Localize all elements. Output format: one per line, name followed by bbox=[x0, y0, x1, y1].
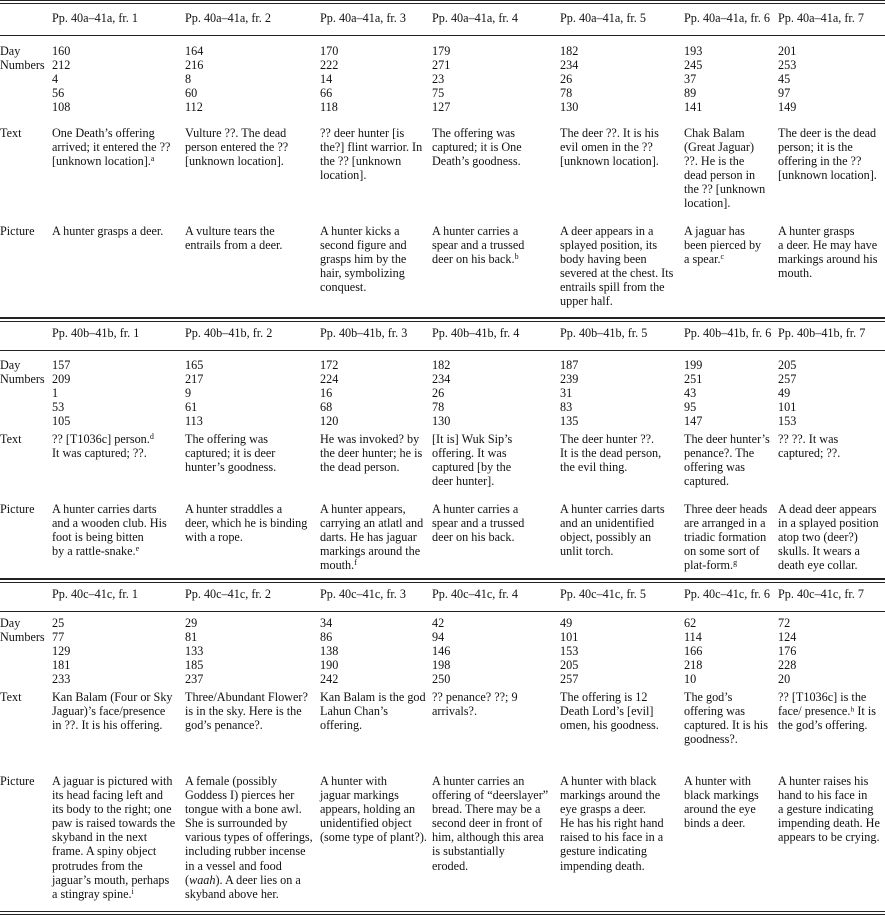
cell-line: offering. bbox=[320, 718, 363, 733]
cell-line: impending death. He bbox=[778, 816, 880, 831]
cell-line: atop two (deer?) bbox=[778, 530, 858, 545]
cell-line: upper half. bbox=[560, 294, 613, 309]
column-header: Pp. 40c–41c, fr. 5 bbox=[560, 587, 646, 601]
day-numbers-cell: 29 81 133 185 237 bbox=[185, 616, 204, 687]
cell-line: carrying an atlatl and bbox=[320, 516, 424, 531]
cell-line: paw is raised towards the bbox=[52, 816, 176, 831]
top-rule-1 bbox=[0, 0, 885, 1]
text-cell bbox=[684, 126, 765, 211]
cell-line: markings around the bbox=[320, 544, 421, 559]
cell-line: second deer in front of bbox=[432, 816, 543, 831]
cell-line: offering was bbox=[684, 460, 746, 475]
footnote-marker: g bbox=[733, 558, 738, 568]
cell-line: Three deer heads bbox=[684, 502, 768, 516]
cell-line: The deer hunter ??. bbox=[560, 432, 655, 446]
text-cell bbox=[320, 126, 422, 182]
text-cell bbox=[185, 432, 276, 474]
cell-line: omen, his goodness. bbox=[560, 718, 659, 733]
text-cell bbox=[185, 126, 288, 168]
cell-line: offering of “deerslayer” bbox=[432, 788, 549, 803]
day-numbers-cell: 205 257 49 101 153 bbox=[778, 358, 797, 429]
row-label-day-numbers: Day Numbers bbox=[0, 44, 45, 72]
cell-line: entrails from a deer. bbox=[185, 238, 283, 253]
cell-line: its head facing left and bbox=[52, 788, 163, 803]
cell-line: ?? [T1036c] person. bbox=[52, 432, 150, 446]
text-cell bbox=[778, 432, 840, 460]
cell-line: A hunter with bbox=[320, 774, 388, 788]
cell-line: ?? deer hunter [is bbox=[320, 126, 405, 140]
picture-cell bbox=[320, 224, 407, 294]
top-rule-2 bbox=[0, 3, 885, 4]
cell-line: evil omen in the ?? bbox=[560, 140, 653, 155]
row-label-picture: Picture bbox=[0, 502, 35, 516]
cell-line: been pierced by bbox=[684, 238, 762, 253]
cell-line: deer on his back. bbox=[432, 252, 515, 267]
cell-line: A jaguar is pictured with bbox=[52, 774, 173, 788]
section-end-rule bbox=[0, 318, 885, 319]
row-label-text: Text bbox=[0, 690, 22, 704]
day-numbers-cell: 187 239 31 83 135 bbox=[560, 358, 579, 429]
day-numbers-cell: 172 224 16 68 120 bbox=[320, 358, 339, 429]
cell-line: [unknown location]. bbox=[778, 168, 877, 183]
text-cell bbox=[560, 126, 659, 168]
day-numbers-cell: 170 222 14 66 118 bbox=[320, 44, 339, 115]
cell-line: [unknown location]. bbox=[52, 154, 151, 169]
header-rule bbox=[0, 611, 885, 612]
text-cell bbox=[320, 432, 422, 474]
header-rule bbox=[0, 350, 885, 351]
row-label-day-numbers: Day Numbers bbox=[0, 616, 45, 644]
text-cell bbox=[432, 432, 512, 488]
cell-line: The deer hunter’s bbox=[684, 432, 770, 446]
cell-line: skulls. It wears a bbox=[778, 544, 860, 559]
cell-line: Kan Balam is the god bbox=[320, 690, 426, 704]
cell-line: eye grasps a deer. bbox=[560, 802, 646, 817]
picture-cell bbox=[560, 502, 665, 558]
bottom-rule-2 bbox=[0, 914, 885, 915]
cell-line: The offering was bbox=[432, 126, 516, 140]
cell-line: Goddess I) pierces her bbox=[185, 788, 295, 803]
picture-cell bbox=[320, 502, 423, 572]
cell-line: Jaguar)’s face/presence bbox=[52, 704, 166, 719]
cell-line: skyband in the next bbox=[52, 830, 148, 845]
cell-line: are arranged in a bbox=[684, 516, 766, 531]
picture-cell bbox=[684, 774, 759, 830]
cell-line: plat-form. bbox=[684, 558, 734, 573]
section-end-rule bbox=[0, 911, 885, 912]
day-numbers-cell: 182 234 26 78 130 bbox=[560, 44, 579, 115]
cell-line: him, although this area bbox=[432, 830, 544, 845]
picture-cell bbox=[560, 774, 664, 873]
cell-line: A hunter with bbox=[684, 774, 752, 788]
cell-line: is in the sky. Here is the bbox=[185, 704, 302, 719]
picture-cell bbox=[52, 224, 163, 238]
cell-line: on some sort of bbox=[684, 544, 760, 559]
cell-line: A hunter carries a bbox=[432, 224, 519, 238]
cell-line: A female (possibly bbox=[185, 774, 278, 788]
cell-line: captured. It is his bbox=[684, 718, 768, 733]
cell-line: spear and a trussed bbox=[432, 238, 525, 253]
cell-line: bread. There may be a bbox=[432, 802, 541, 817]
day-numbers-cell: 49 101 153 205 257 bbox=[560, 616, 579, 687]
cell-line: offering. It was bbox=[432, 446, 507, 461]
footnote-marker: d bbox=[149, 432, 154, 441]
picture-cell bbox=[684, 502, 767, 572]
text-cell bbox=[684, 432, 770, 488]
picture-cell bbox=[185, 774, 313, 901]
row-label-text: Text bbox=[0, 126, 22, 140]
cell-line: A hunter carries an bbox=[432, 774, 525, 788]
cell-line: [It is] Wuk Sip’s bbox=[432, 432, 513, 446]
column-header: Pp. 40a–41a, fr. 6 bbox=[684, 11, 770, 25]
day-numbers-cell: 42 94 146 198 250 bbox=[432, 616, 451, 687]
cell-line: a spear. bbox=[684, 252, 721, 267]
cell-line: raised to his face in a bbox=[560, 830, 664, 845]
cell-line: goodness?. bbox=[684, 732, 738, 747]
cell-line: the ?? [unknown bbox=[320, 154, 402, 169]
cell-line: captured [by the bbox=[432, 460, 512, 475]
text-cell bbox=[778, 126, 877, 182]
cell-line: (Great Jaguar) bbox=[684, 140, 755, 155]
cell-line: captured; it is deer bbox=[185, 446, 276, 461]
column-header: Pp. 40a–41a, fr. 1 bbox=[52, 11, 138, 25]
cell-line: unlit torch. bbox=[560, 544, 614, 559]
row-label-day-numbers: Day Numbers bbox=[0, 358, 45, 386]
cell-line: A hunter raises his bbox=[778, 774, 869, 788]
text-cell bbox=[560, 690, 659, 732]
text-cell bbox=[52, 432, 154, 460]
cell-line: A jaguar has bbox=[684, 224, 745, 238]
column-header: Pp. 40a–41a, fr. 5 bbox=[560, 11, 646, 25]
cell-line: in ??. It is his offering. bbox=[52, 718, 163, 733]
picture-cell bbox=[684, 224, 761, 266]
text-cell bbox=[432, 690, 518, 718]
cell-line: death eye collar. bbox=[778, 558, 858, 573]
cell-line: by a rattle-snake. bbox=[52, 544, 136, 559]
cell-line: and an unidentified bbox=[560, 516, 655, 531]
cell-line: ?? penance? ??; 9 bbox=[432, 690, 518, 704]
cell-line: the ?? [unknown bbox=[684, 182, 766, 197]
cell-line: the deer hunter; he is bbox=[320, 446, 423, 461]
cell-line: foot is being bitten bbox=[52, 530, 144, 545]
text-cell bbox=[185, 690, 308, 732]
column-header: Pp. 40b–41b, fr. 2 bbox=[185, 326, 273, 340]
cell-line: deer on his back. bbox=[432, 530, 515, 545]
column-header: Pp. 40a–41a, fr. 4 bbox=[432, 11, 518, 25]
cell-line: [unknown location]. bbox=[185, 154, 284, 169]
cell-line: jaguar’s mouth, perhaps bbox=[52, 872, 170, 887]
day-numbers-cell: 157 209 1 53 105 bbox=[52, 358, 71, 429]
cell-line: hair, symbolizing bbox=[320, 266, 405, 281]
cell-line: The offering is 12 bbox=[560, 690, 648, 704]
cell-line: impending death. bbox=[560, 858, 645, 873]
cell-line: in a vessel and food bbox=[185, 858, 282, 873]
picture-cell bbox=[778, 774, 880, 844]
column-header: Pp. 40c–41c, fr. 6 bbox=[684, 587, 770, 601]
cell-line: entrails spill from the bbox=[560, 280, 665, 295]
cell-line: A hunter grasps a deer. bbox=[52, 224, 164, 238]
picture-cell bbox=[432, 774, 548, 873]
text-cell bbox=[432, 126, 522, 168]
column-header: Pp. 40b–41b, fr. 3 bbox=[320, 326, 408, 340]
footnote-marker: i bbox=[131, 886, 134, 896]
day-numbers-cell: 160 212 4 56 108 bbox=[52, 44, 71, 115]
day-numbers-cell: 34 86 138 190 242 bbox=[320, 616, 339, 687]
cell-line: Lahun Chan’s bbox=[320, 704, 389, 719]
day-numbers-cell: 25 77 129 181 233 bbox=[52, 616, 71, 687]
cell-line: The deer ??. It is his bbox=[560, 126, 659, 140]
cell-line: tongue with a bone awl. bbox=[185, 802, 302, 817]
picture-cell bbox=[432, 502, 524, 544]
cell-line: darts. He has jaguar bbox=[320, 530, 417, 545]
cell-line: protrudes from the bbox=[52, 858, 143, 873]
picture-cell bbox=[778, 224, 878, 280]
cell-line: arrivals?. bbox=[432, 704, 478, 719]
cell-line: captured. bbox=[684, 474, 730, 489]
picture-cell bbox=[52, 774, 175, 901]
cell-line: appears to be crying. bbox=[778, 830, 880, 845]
cell-line: offering in the ?? bbox=[778, 154, 862, 169]
picture-cell bbox=[320, 774, 427, 844]
column-header: Pp. 40b–41b, fr. 5 bbox=[560, 326, 648, 340]
cell-line: (waah). A deer lies on a bbox=[185, 872, 301, 887]
cell-line: offering was bbox=[684, 704, 746, 719]
cell-line: body having been bbox=[560, 252, 647, 267]
section-end-rule bbox=[0, 579, 885, 580]
cell-line: triadic formation bbox=[684, 530, 767, 545]
footnote-marker: e bbox=[135, 544, 140, 554]
column-header: Pp. 40b–41b, fr. 1 bbox=[52, 326, 140, 340]
cell-line: eroded. bbox=[432, 858, 469, 873]
cell-line: [unknown location]. bbox=[560, 154, 659, 169]
column-header: Pp. 40c–41c, fr. 1 bbox=[52, 587, 138, 601]
column-header: Pp. 40c–41c, fr. 7 bbox=[778, 587, 864, 601]
column-header: Pp. 40b–41b, fr. 6 bbox=[684, 326, 772, 340]
column-header: Pp. 40c–41c, fr. 2 bbox=[185, 587, 271, 601]
row-label-picture: Picture bbox=[0, 224, 35, 238]
cell-line: frame. A spiny object bbox=[52, 844, 157, 859]
cell-line: Death’s goodness. bbox=[432, 154, 521, 169]
cell-line: A hunter straddles a bbox=[185, 502, 283, 516]
text-cell bbox=[320, 690, 426, 732]
cell-line: mouth. bbox=[320, 558, 355, 573]
cell-line: and a wooden club. His bbox=[52, 516, 167, 531]
cell-line: mouth. bbox=[778, 266, 813, 281]
cell-line: A deer appears in a bbox=[560, 224, 654, 238]
cell-line: binds a deer. bbox=[684, 816, 746, 831]
cell-line: conquest. bbox=[320, 280, 367, 295]
cell-line: A hunter kicks a bbox=[320, 224, 400, 238]
footnote-marker: b bbox=[514, 252, 519, 262]
cell-line: A hunter carries a bbox=[432, 502, 519, 516]
cell-line: person; it is the bbox=[778, 140, 853, 155]
text-cell bbox=[560, 432, 661, 474]
cell-line: face/ presence.ʰ It is bbox=[778, 704, 876, 719]
cell-line: severed at the chest. Its bbox=[560, 266, 674, 281]
cell-line: appears, holding an bbox=[320, 802, 416, 817]
cell-line: deer, which he is binding bbox=[185, 516, 308, 531]
section-rule-a bbox=[0, 317, 885, 318]
cell-line: hand to his face in bbox=[778, 788, 868, 803]
cell-line: various types of offerings, bbox=[185, 830, 313, 845]
cell-line: the dead person. bbox=[320, 460, 400, 475]
column-header: Pp. 40b–41b, fr. 7 bbox=[778, 326, 866, 340]
cell-line: gesture indicating bbox=[560, 844, 647, 859]
cell-line: dead person in bbox=[684, 168, 756, 183]
cell-line: She is surrounded by bbox=[185, 816, 288, 831]
cell-line: god’s penance?. bbox=[185, 718, 263, 733]
day-numbers-cell: 62 114 166 218 10 bbox=[684, 616, 703, 687]
cell-line: Three/Abundant Flower? bbox=[185, 690, 308, 704]
day-numbers-cell: 179 271 23 75 127 bbox=[432, 44, 451, 115]
cell-line: It is the dead person, bbox=[560, 446, 662, 461]
cell-line: penance?. The bbox=[684, 446, 755, 461]
cell-line: A hunter carries darts bbox=[52, 502, 157, 516]
picture-cell bbox=[185, 502, 307, 544]
day-numbers-cell: 193 245 37 89 141 bbox=[684, 44, 703, 115]
cell-line: splayed position, its bbox=[560, 238, 658, 253]
column-header: Pp. 40a–41a, fr. 3 bbox=[320, 11, 406, 25]
cell-line: The god’s bbox=[684, 690, 733, 704]
day-numbers-cell: 164 216 8 60 112 bbox=[185, 44, 204, 115]
cell-line: the evil thing. bbox=[560, 460, 628, 475]
picture-cell bbox=[52, 502, 167, 558]
cell-line: the god’s offering. bbox=[778, 718, 868, 733]
footnote-marker: c bbox=[720, 252, 725, 262]
cell-line: It was captured; ??. bbox=[52, 446, 147, 461]
cell-line: object, possibly an bbox=[560, 530, 652, 545]
cell-line: A hunter with black bbox=[560, 774, 657, 788]
row-label-picture: Picture bbox=[0, 774, 35, 788]
day-numbers-cell: 199 251 43 95 147 bbox=[684, 358, 703, 429]
section-rule-a bbox=[0, 578, 885, 579]
text-cell bbox=[52, 126, 170, 168]
cell-line: (some type of plant?). bbox=[320, 830, 427, 845]
cell-line: The offering was bbox=[185, 432, 269, 446]
picture-cell bbox=[432, 224, 524, 266]
cell-line: person entered the ?? bbox=[185, 140, 289, 155]
column-header: Pp. 40a–41a, fr. 7 bbox=[778, 11, 864, 25]
section-end-rule-2 bbox=[0, 321, 885, 322]
cell-line: arrived; it entered the ?? bbox=[52, 140, 171, 155]
header-rule bbox=[0, 35, 885, 36]
cell-line: black markings bbox=[684, 788, 759, 803]
cell-line: A hunter carries darts bbox=[560, 502, 665, 516]
cell-line: second figure and bbox=[320, 238, 407, 253]
section-end-rule-2 bbox=[0, 582, 885, 583]
cell-line: captured; it is One bbox=[432, 140, 522, 155]
cell-line: in a splayed position bbox=[778, 516, 879, 531]
cell-line: jaguar markings bbox=[320, 788, 399, 803]
cell-line: grasps him by the bbox=[320, 252, 407, 267]
cell-line: around the eye bbox=[684, 802, 756, 817]
cell-line: location]. bbox=[320, 168, 367, 183]
day-numbers-cell: 182 234 26 78 130 bbox=[432, 358, 451, 429]
cell-line: hunter’s goodness. bbox=[185, 460, 277, 475]
day-numbers-cell: 165 217 9 61 113 bbox=[185, 358, 204, 429]
cell-line: captured; ??. bbox=[778, 446, 841, 461]
text-cell bbox=[684, 690, 768, 746]
row-label-text: Text bbox=[0, 432, 22, 446]
cell-line: Death Lord’s [evil] bbox=[560, 704, 654, 719]
cell-line: One Death’s offering bbox=[52, 126, 155, 140]
footnote-marker: f bbox=[354, 558, 357, 568]
cell-line: ??. He is the bbox=[684, 154, 745, 169]
cell-line: A hunter appears, bbox=[320, 502, 406, 516]
cell-line: the?] flint warrior. In bbox=[320, 140, 423, 155]
cell-line: spear and a trussed bbox=[432, 516, 525, 531]
cell-line: He was invoked? by bbox=[320, 432, 420, 446]
cell-line: deer hunter]. bbox=[432, 474, 495, 489]
column-header: Pp. 40c–41c, fr. 4 bbox=[432, 587, 518, 601]
cell-line: a stingray spine. bbox=[52, 886, 132, 901]
column-header: Pp. 40c–41c, fr. 3 bbox=[320, 587, 406, 601]
cell-line: markings around the bbox=[560, 788, 661, 803]
cell-line: Kan Balam (Four or Sky bbox=[52, 690, 173, 704]
cell-line: Chak Balam bbox=[684, 126, 745, 140]
cell-line: A dead deer appears bbox=[778, 502, 877, 516]
cell-line: skyband above her. bbox=[185, 886, 279, 901]
footnote-marker: a bbox=[150, 154, 155, 164]
cell-line: with a rope. bbox=[185, 530, 243, 545]
cell-line: Vulture ??. The dead bbox=[185, 126, 287, 140]
cell-line: The deer is the dead bbox=[778, 126, 877, 140]
cell-line: a deer. He may have bbox=[778, 238, 878, 253]
cell-line: A vulture tears the bbox=[185, 224, 275, 238]
picture-cell bbox=[778, 502, 879, 572]
cell-line: ?? ??. It was bbox=[778, 432, 839, 446]
cell-line: A hunter grasps bbox=[778, 224, 855, 238]
column-header: Pp. 40a–41a, fr. 2 bbox=[185, 11, 271, 25]
cell-line: including rubber incense bbox=[185, 844, 306, 859]
text-cell bbox=[52, 690, 173, 732]
cell-line: is substantially bbox=[432, 844, 505, 859]
column-header: Pp. 40b–41b, fr. 4 bbox=[432, 326, 520, 340]
cell-line: markings around his bbox=[778, 252, 878, 267]
cell-line: unidentified object bbox=[320, 816, 412, 831]
picture-cell bbox=[560, 224, 673, 309]
day-numbers-cell: 201 253 45 97 149 bbox=[778, 44, 797, 115]
cell-line: ?? [T1036c] is the bbox=[778, 690, 867, 704]
cell-line: He has his right hand bbox=[560, 816, 664, 831]
picture-cell bbox=[185, 224, 282, 252]
cell-line: location]. bbox=[684, 196, 731, 211]
cell-line: a gesture indicating bbox=[778, 802, 874, 817]
cell-line: its body to the right; one bbox=[52, 802, 172, 817]
text-cell bbox=[778, 690, 876, 732]
day-numbers-cell: 72 124 176 228 20 bbox=[778, 616, 797, 687]
